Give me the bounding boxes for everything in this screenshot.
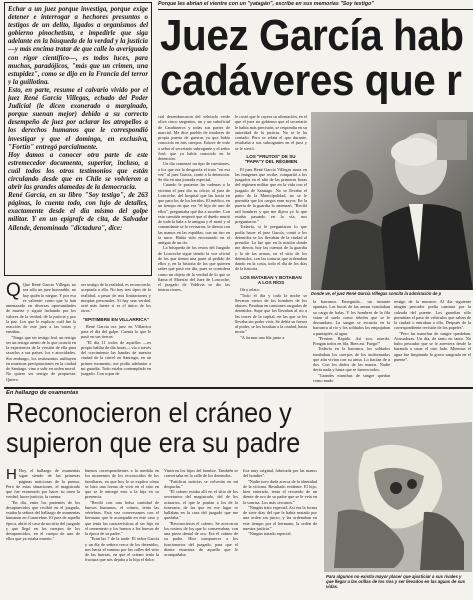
bones-photo-caption: Para algunos no existía mayor placer que ajusticiar a sus rivales y que llegar a las orillas de los ríos y ser llevados en las aguas de sus vidas. [326, 574, 465, 590]
body-paragraph: Todavía en la barranca, los soldados tumbaban los cuerpos de los uniformados que aún vivían con su arma. Lo hacían de a dos. Con los dedos de las manos. Nadie decía nada y hasta que se fueron todos. [313, 346, 390, 373]
subhead-frutos: LOS "FRUTOS" DE SU "PAPA"Y DEL RÉGIMEN [244, 153, 298, 165]
body-paragraph: "Nadie tuvo duda acerca de la identidad de la víctima. Resultado evidente. El hijo, bien enterado, tenía el recuerdo de un diente de oro de su padre que se le veía en la sonrisa. Los más cercanos." [243, 478, 317, 505]
body-column-6 [394, 299, 471, 383]
body-column-2 [81, 282, 151, 382]
kicker-rule [158, 9, 473, 10]
body-paragraph: "Grandes manchas de sangre quedan como mudo [313, 372, 390, 383]
intro-paragraph: Esto, en parte, resume el calvario vivido por el juez René García Villegas, echado del Poder Judicial (le dicen exonerado o marginado, porque suenan mejor) debido a su correcto desempeño de juez por aclarar los atropellos a los derechos humanos que le correspondió investigar y que el domingo, en exclusiva, "Fortín" entregó parcialmente. [8, 86, 148, 151]
body-column-1 [6, 282, 76, 382]
body-paragraph: H Hoy, el hallazgo de osamentas sigue siendo de las primeras páginas noticiosas de la prensa. Pero de estas situaciones, el magistrado que fue exonerado por hacer su tarea la verdad, hacer justicia, la cuenta: [6, 468, 80, 500]
body-paragraph: Cuando le pusieron las cadenas a la víctima el juez dio su oficio; al juez de Loncoche, del hospital que las hacía en que para los de los heridos. El médico, en un tiempo en que era "el hijo de uno de ellos", preguntaba qué iba a suceder. Con esta cuestión empezó que el dueño murió de toda la bala a la antigua y el mató y al comandante se lo revisaron, le dieron con las manos en las espaldas, con un tiro en la nuca. Había sido encontrado en el antiguo de un río. [158, 182, 230, 245]
headline-line-2: cadáveres que r [160, 56, 462, 105]
drop-cap: H [6, 468, 17, 483]
body-paragraph: "Ningún trato especial. Así era la forma de siete días del que le había matado por una orden sin juicio, y las ordenaban en este tiempo por el hermano, la orden de nuestra justicia." [243, 504, 317, 531]
bottom-column-3 [164, 468, 238, 598]
headline-2-line-1: Reconocieron el cráneo y [6, 398, 292, 428]
body-paragraph: "Eran las 7 de la tarde. El señor García y un día de señora cerca de los detenidos, nos hacía el camino por las calles del sitio de las fuerzas, en que el cráneo tenía la fractura que nos dejaba a la hija el dolor. [85, 536, 159, 563]
bottom-column-1 [6, 468, 80, 598]
bottom-column-4 [243, 468, 317, 598]
body-paragraph: buenos correspondientes a la medida en los momentos de los reconocidos de los familiares, en que hoy le se explica cómo se hizo una forma de vivir en el sitio en que se le entregó esto a la hija en su presencia. [85, 468, 159, 500]
body-paragraph: "Tengo que ser testigo leal, un testigo ser un testigo atento de lo que ocurrió en la experiencia de la versión de ella para sacarlos a sus países. los e atrocidades. Sin embargo, los testimonios atribuyen en muestras precipitaciones en la ciudad de Santiago, vino a salir en orden moral. No quiero ser testigo de propuesta. Quiero [6, 334, 76, 382]
body-paragraph: Otro relato: [240, 287, 260, 293]
body-paragraph: Vinieron los hijos del hombre. También se conversaba en la calle de los detenidos. [164, 468, 238, 479]
body-paragraph: "En día, entre los parientes de los desaparecidos que recibió en el juzgado, estaba la señora del hallazgo de osamentas humanas en Curarrehue. El juez de aquella época, abrió el caso de un sitio del juzgado y que llegó en los cuerpos de los desaparecidos, en el cuerpo de uno de ellos que ya estaba muerto." [6, 499, 80, 542]
body-paragraph: La búsqueda de los restos del Juzgado de Loncoche sigue siendo la voz oficial de los que tienen una parte al pedido de ellos y, en la historia de los que quieren saber qué pasó ese día, pues se considera como un objeto de la verdad de lo que se llama el Maestro del Juez de Loncoche, el juzgado de Valdivia se dio las instrucciones. [158, 245, 230, 293]
headline-line-1: Juez García hab [160, 14, 464, 60]
body-column-3 [158, 114, 230, 384]
body-paragraph: Un día comenzó un tipo de cuestiones, a los que era la desgracia el trato "en esa vez" al juez García, contó a la detención. Se dio en una jornada especial. [158, 161, 230, 182]
judge-photo [311, 112, 473, 290]
article-divider [4, 387, 473, 389]
bones-photo-image [324, 392, 472, 572]
section-label: En hallazgo de osamentas [6, 390, 79, 396]
body-paragraph: le costó que le cayera su afirmación, en el que el juez no gobierno que el secretario le había más precisión, se respondía en su autoridad de la justicia. No se le ha contado. Pero se relata el que durante, resultaba a sus subrogantes en el juez y se le sirvió. [235, 114, 307, 151]
judge-photo-image [311, 112, 473, 290]
body-column-4 [235, 114, 307, 384]
body-paragraph: "El cráneo estaba allí en el sitio de los secretarios del magistrado, del de los actuarios, el que le ponían a los de la funeraria, de las que en ese lugar se hallaban en la casa del juzgado que me quedaba." [164, 489, 238, 521]
body-paragraph: Q Que René García Villegas no sea sólo un juez honorable, no hay quién lo niegue. Y por eso es valiente: como que lo han amenazado en diversas oportunidades de muerte y siguió luchando por los valores de la verdad, de la justicia y por la paz. Los que le explicar cuál fue la reacción de este juez a las tortas y ensañas. [6, 282, 76, 335]
bones-photo [324, 392, 472, 572]
body-paragraph: "El día 11 todos de aquellos —es propio hablar de día horas— vía a través del crecimiento las bandas de nuestra ciudad de la cárcel en Santiago, en un primer momento, me podía adelantar a mi guardia. Todo estaba contemplado en juzgado. Con ropas de [81, 339, 151, 377]
body-paragraph: Todavía, si le preguntaron lo que podía hacer el juez García, contó a los detenidos se los llevaban de la ciudad al presidio. La fue que en la misión donde me dieron, hoy las cuentas de la guardia y la de las armas, en el sitio de los detenidos, con las torturas que ordenaban dando en la costa, todo el día de los días de la historia. [235, 224, 307, 272]
body-paragraph: cial desembarcaron del vehículo verde oliva cinco sargentos, un y un suboficial de Carabineros y todas sus partes de marcial. Me dice pueblo de tiradores de propia puerta de guerras ya que había conocido en mis cuerpos. Estuve de todo a señor el secretario subrogante y el señor José, que ya había conocido en la detención. [158, 114, 230, 161]
body-paragraph: "Pero las manchas de sangre quedaban. Acusadoras. Un día, de tanto en tanto. No hubo pescador que se le atreviera desde la baranda a sacar el otro lado. Mientras el agua fue limpiando la grava sangrada en el puente". [394, 330, 471, 362]
subhead-matan: LOS MATABAN Y BOTABAN A LOS RÍOS [240, 274, 302, 285]
body-paragraph: "Todo el día y toda la noche se llevaron varios de los hombres de los abusos. Pasaban en camiones cargados de detenidos. Supe que los llevaban al río a las torres de la capital, en las que se les llevaba sin poder vivir. Se debía su fuerza al poder, se los botaban a la ciudad, hasta morir." [235, 292, 307, 335]
subhead-villarrica: "EPITIMBRE EN VILLARRICA" [82, 316, 150, 322]
intro-paragraph: Echar a un juez porque investiga, porque exige detener e interrogar a hechores presuntos o testigos de un delito, ligados a organismos del gobierno pinochetista, e impedirle que siga adelante en la búsqueda de la verdad y la justicia —y más encima tratar de que calle lo averiguado con rigor científico—, es todos luces, para muchos, paradójicos, "más que un crimen, una estupidez", como se dijo en la Francia del terror y la guillotina. [8, 6, 148, 86]
kicker: Porque les abrían el vientre con un "yatagán", escribe en sus memorias "Soy testigo" [158, 1, 374, 7]
photo-caption: Donde ve, el juez René García Villegas concita la admiración de p [311, 291, 442, 296]
body-paragraph: "Presten. Rápido. Así son, mierda. Pongan todos en fila. Bien así. Fuego!" [313, 335, 390, 346]
body-paragraph: la barranca. Enseguida... un instante apuntan. Las bocas de las armas vomitaban su carga de balas. Y los hombres de la fila caían al suelo como árboles que se le derrumban. La sangre se escurría en la barranca al río y los soldados los empujaban a puntapiés, al agua. [313, 299, 390, 336]
body-paragraph: "Fatídicas noticias se volverán en mi despacho." [164, 478, 238, 489]
headline [160, 14, 473, 110]
body-column-5 [313, 299, 390, 383]
headline-2 [6, 398, 326, 464]
body-paragraph: "A formar una fila junto a [240, 334, 285, 340]
intro-text [8, 6, 148, 274]
body-paragraph: "Reconocieron el cráneo. Se acercaron los rostros de los que lo conservaban, con una pieza dental de oro. Era el cráneo de su padre. Hice comparecer a los funcionarios del juzgado, para que el diente estuviera de aquella que le acompañaba. [164, 520, 238, 557]
body-paragraph: "Recibí con una bolsa cantidad de huesos humanos, el cráneo, tenía las vértebras. Esta vez conversamos con el hermano que le acompañó en este caso y que tenía las características al ser hijo en el cementerio y los huesos a los huesos de la época de su padre." [85, 499, 159, 536]
intro-paragraph: Hoy damos a conocer otra parte de este estremecedor documento, superior, incluso, a cuál todos los otros testimonios que están circulando desde que en Chile se volvieron a abrir las grandes alamedas de la democracia. [8, 151, 148, 192]
drop-cap: Q [6, 282, 21, 301]
headline-2-line-2: supieron que era su padre [6, 427, 301, 458]
body-paragraph: ser testigo de la realidad, es reconocerla, aceptarla a ella. No hay tres tipos de la realidad, a pesar de mis limitaciones y miopías personales. Si hay una verdad, seré más fuerte si es el único de los otros." [81, 282, 151, 314]
intro-paragraph: René García, en su libro "Soy testigo", de 263 páginas, lo cuenta todo, con lujo de detalles, exactamente desde el día mismo del golpe militar. Y en un epígrafe de cita, de Salvador Allende, denominado "dictadura", dice: [8, 192, 148, 232]
intro-box [4, 2, 152, 276]
body-paragraph: testigo de la masacre. Al día siguiente ningún pescador podía caminar por la calzada del puente. Los guardias sólo permitían el paso de vehículos que salían de la ciudad o entraban a ella. Después de la correspondiente revisión de los papeles". [394, 299, 471, 331]
body-paragraph: fica muy original, fabricada por las manos del hombre". [243, 468, 317, 479]
body-paragraph: "Ningún tratado especial. [248, 531, 292, 536]
body-paragraph: El juez René García Villegas narra en las imágenes que recibe, compartió a los juzgados en el año de las primeras horas del régimen militar que en la vida con el juzgado de Santiago. No se llevaba el patio de la Municipalidad, no se le permitía que los cargos eran suyos. En la puerta de la guardia lo amenazó, "Recibí mil hombres y que me dijera yo lo que estaba pasando en la vía, nos preguntaron." [235, 166, 307, 225]
body-paragraph: René García era juez en Villarrica para el día del golpe. Cuenta lo que le pasó en sus tierras: [81, 323, 151, 340]
bottom-column-2 [85, 468, 159, 598]
